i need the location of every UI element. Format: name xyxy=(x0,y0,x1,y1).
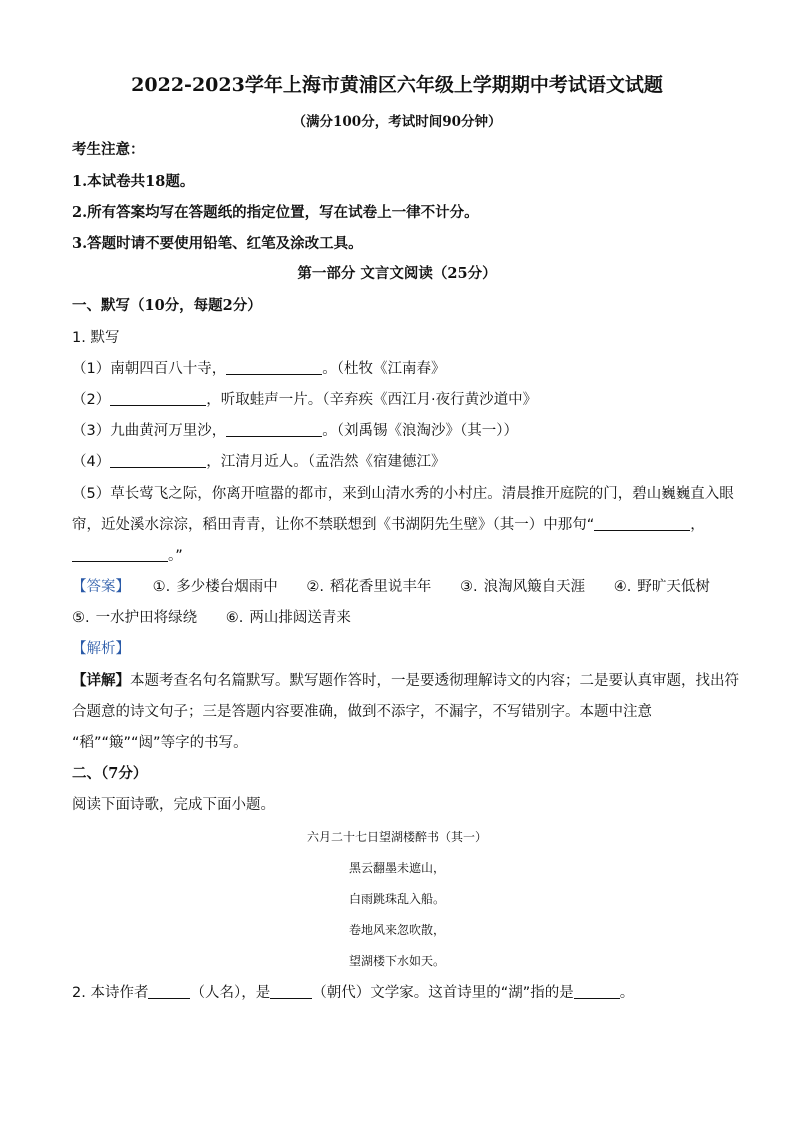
answer-blank[interactable] xyxy=(148,983,190,999)
q1-line-4 xyxy=(72,452,445,472)
q1-text: ， xyxy=(690,517,705,533)
detail-tag: 【详解】 xyxy=(72,673,130,689)
q1-text: （2） xyxy=(72,392,111,408)
answer-item: ②. 稻花香里说丰年 xyxy=(306,579,432,595)
answer-item: ③. 浪淘风簸自天涯 xyxy=(460,579,586,595)
answer-item: ⑤. 一水护田将绿绕 xyxy=(72,610,198,626)
answer-blank[interactable] xyxy=(270,983,312,999)
q1-text: 。（刘禹锡《浪淘沙》（其一）） xyxy=(322,423,518,439)
q2-line xyxy=(72,983,634,1003)
answer-item: ④. 野旷天低树 xyxy=(613,579,710,595)
detail-text: 本题考查名句名篇默写。默写题作答时，一是要透彻理解诗文的内容；二是要认真审题，找出符 xyxy=(130,673,739,689)
q1-line-5c xyxy=(72,546,183,566)
q2-text: 。 xyxy=(619,985,635,1001)
analysis-detail-c: “稻”“簸”“闼”等字的书写。 xyxy=(72,735,248,751)
poem-line: 卷地风来忽吹散， xyxy=(348,923,445,937)
answer-blank[interactable] xyxy=(110,390,206,406)
q1-text: （1）南朝四百八十寺， xyxy=(72,361,227,377)
q1-line-5a: （5）草长莺飞之际，你离开喧嚣的都市，来到山清水秀的小村庄。清晨推开庭院的门，碧山巍巍直入眼 xyxy=(72,486,734,502)
q1-text: 。（杜牧《江南春》 xyxy=(322,361,446,377)
analysis-tag: 【解析】 xyxy=(72,641,130,657)
poem-title: 六月二十七日望湖楼醉书（其一） xyxy=(306,830,487,844)
poem-line: 望湖楼下水如天。 xyxy=(348,954,445,968)
answer-blank[interactable] xyxy=(594,515,690,531)
q1-line-5b xyxy=(72,515,705,535)
q2-text: （朝代）文学家。这首诗里的“湖”指的是 xyxy=(312,985,574,1001)
q1-line-3 xyxy=(72,421,518,441)
answer-item: ①. 多少楼台烟雨中 xyxy=(152,579,278,595)
q1-text: （4） xyxy=(72,454,111,470)
notice-heading: 考生注意： xyxy=(72,141,145,158)
answer-blank[interactable] xyxy=(110,452,206,468)
answer-blank[interactable] xyxy=(72,546,168,562)
page-subtitle: （满分100分，考试时间90分钟） xyxy=(292,114,502,130)
q1-text: ，听取蛙声一片。（辛弃疾《西江月·夜行黄沙道中》 xyxy=(206,392,538,408)
section1-heading: 一、默写（10分，每题2分） xyxy=(72,297,262,314)
q2-text: 2. 本诗作者 xyxy=(72,985,149,1001)
q1-line-1 xyxy=(72,359,445,379)
section2-heading: 二、（7分） xyxy=(72,765,148,782)
answer-blank[interactable] xyxy=(226,359,322,375)
notice-item: 1.本试卷共18题。 xyxy=(72,173,195,190)
section2-instruction: 阅读下面诗歌，完成下面小题。 xyxy=(72,797,275,813)
q1-text: 帘，近处溪水淙淙，稻田青青，让你不禁联想到《书湖阴先生壁》（其一）中那句“ xyxy=(72,517,595,533)
q1-line-2 xyxy=(72,390,537,410)
poem-line: 黑云翻墨未遮山， xyxy=(348,861,445,875)
q2-text: （人名），是 xyxy=(190,985,271,1001)
answer-row-1 xyxy=(72,577,710,597)
answer-item: ⑥. 两山排闼送青来 xyxy=(225,610,351,626)
q1-text: （3）九曲黄河万里沙， xyxy=(72,423,227,439)
part1-heading: 第一部分 文言文阅读（25分） xyxy=(297,265,497,282)
answer-row-2 xyxy=(72,608,375,628)
answer-tag: 【答案】 xyxy=(72,579,130,595)
notice-item: 3.答题时请不要使用铅笔、红笔及涂改工具。 xyxy=(72,235,363,252)
analysis-detail-a xyxy=(72,671,739,691)
answer-blank[interactable] xyxy=(226,421,322,437)
page-title: 2022-2023学年上海市黄浦区六年级上学期期中考试语文试题 xyxy=(131,74,663,96)
answer-blank[interactable] xyxy=(574,983,620,999)
q1-label: 1. 默写 xyxy=(72,330,120,346)
q1-text: 。” xyxy=(168,548,183,564)
notice-item: 2.所有答案均写在答题纸的指定位置，写在试卷上一律不计分。 xyxy=(72,204,479,221)
q1-text: ，江清月近人。（孟浩然《宿建德江》 xyxy=(206,454,446,470)
poem-line: 白雨跳珠乱入船。 xyxy=(348,892,445,906)
analysis-detail-b: 合题意的诗文句子；三是答题内容要准确，做到不添字，不漏字，不写错别字。本题中注意 xyxy=(72,704,652,720)
